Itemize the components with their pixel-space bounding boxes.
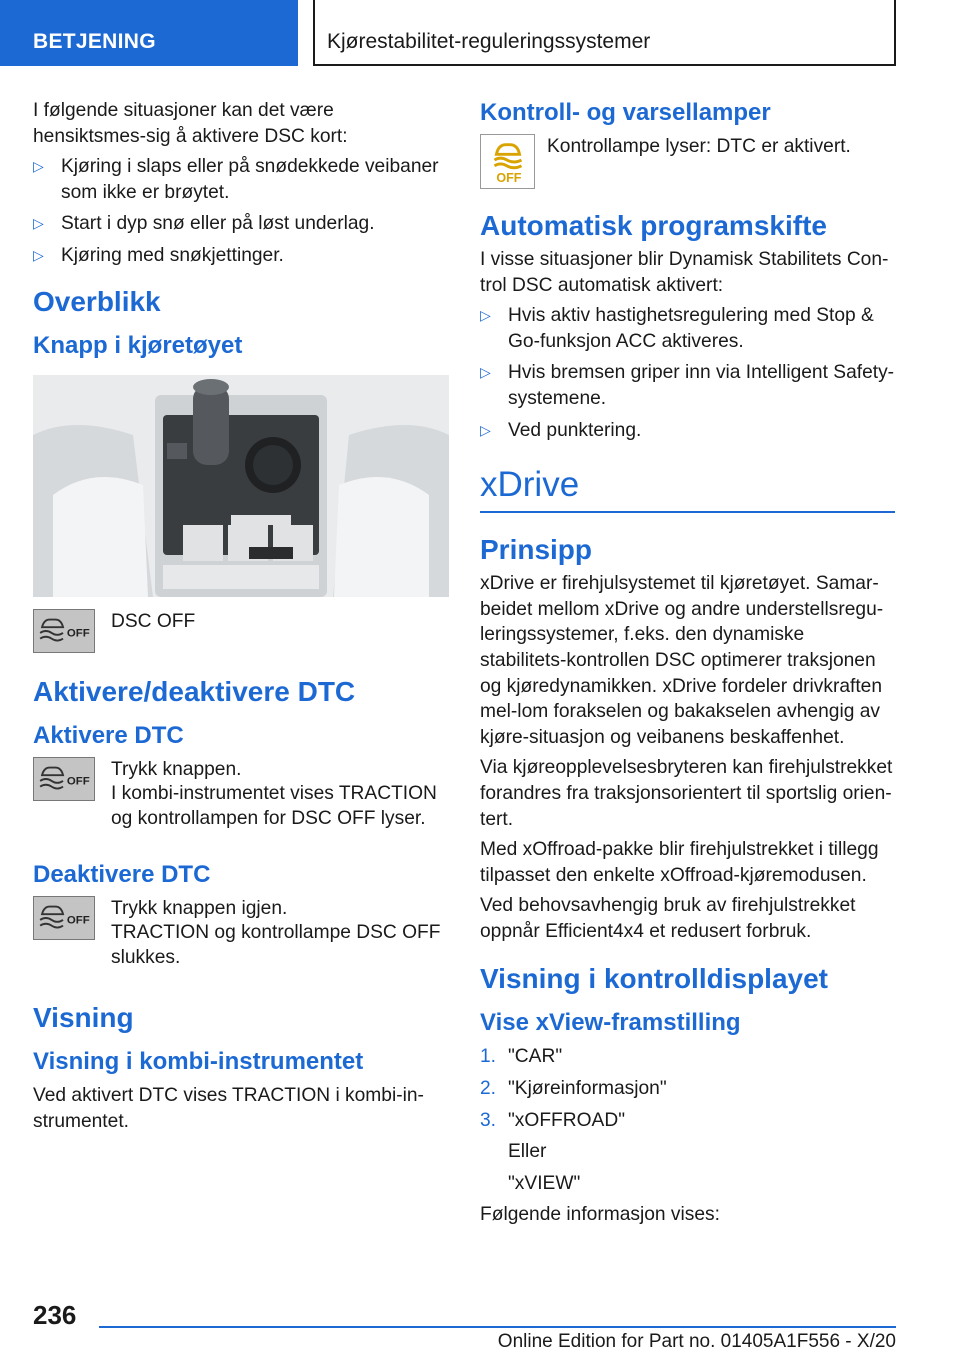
dsc-off-caption: DSC OFF bbox=[111, 610, 196, 632]
step-alt-value: "xVIEW" bbox=[508, 1172, 581, 1194]
heading-kontroll: Kontroll- og varsellamper bbox=[480, 99, 771, 126]
heading-auto: Automatisk programskifte bbox=[480, 210, 827, 241]
deaktivere-step: Trykk knappen igjen. bbox=[111, 897, 288, 919]
situations-list bbox=[33, 154, 449, 268]
heading-knapp: Knapp i kjøretøyet bbox=[33, 331, 243, 359]
dsc-off-icon bbox=[33, 609, 95, 653]
auto-list bbox=[480, 303, 895, 443]
heading-aktivere: Aktivere DTC bbox=[33, 721, 184, 749]
page-number: 236 bbox=[33, 1300, 77, 1330]
svg-text:OFF: OFF bbox=[496, 171, 522, 186]
triangle-bullet-icon: ▷ bbox=[33, 246, 44, 263]
auto-paragraph: I visse situasjoner blir Dynamisk Stabilitets Con-trol DSC automatisk aktivert: bbox=[480, 249, 889, 296]
heading-overblikk: Overblikk bbox=[33, 285, 161, 317]
left-column bbox=[33, 98, 449, 1139]
dtc-warning-lamp-icon bbox=[480, 134, 535, 189]
center-console-photo bbox=[33, 375, 449, 597]
prinsipp-paragraph-3: Med xOffroad-pakke blir firehjulstrekket i tillegg tilpasset den enkelte xOffroad-kjøremodusen. bbox=[480, 839, 879, 886]
step-item: 1. "CAR" bbox=[480, 1046, 563, 1068]
prinsipp-paragraph-2: Via kjøreopplevelsesbryteren kan firehjulstrekket forandres fra traksjonsorientert til sportslig orien-tert. bbox=[480, 757, 893, 830]
list-item: ▷ Hvis aktiv hastighetsregulering med Stop & Go-funksjon ACC aktiveres. bbox=[480, 305, 874, 352]
kontroll-row bbox=[480, 134, 895, 189]
page-header bbox=[0, 0, 960, 66]
steps-list bbox=[480, 1044, 895, 1133]
deaktivere-result: TRACTION og kontrollampe DSC OFF slukkes. bbox=[111, 921, 441, 969]
list-item: ▷ Hvis bremsen griper inn via Intelligent Safety-systemene. bbox=[480, 362, 895, 409]
triangle-bullet-icon: ▷ bbox=[33, 215, 44, 232]
kontroll-paragraph: Kontrollampe lyser: DTC er aktivert. bbox=[547, 136, 851, 157]
list-item: ▷ Start i dyp snø eller på løst underlag. bbox=[33, 211, 449, 237]
right-column bbox=[480, 98, 895, 1233]
prinsipp-paragraph-1: xDrive er firehjulsystemet til kjøretøyet. Samar-beidet mellom xDrive og andre understellsregu-leringssystemer, f.eks. den dynamiske stabilitets-kontrollen DSC optimerer traksjonen og kjøredynamikken. xDrive fordeler drivkraften mel-lom forakselen og bakakselen avhengig av kjøre-situasjon og veibanens beskaffenhet. bbox=[480, 573, 884, 748]
svg-text:OFF: OFF bbox=[66, 775, 90, 788]
triangle-bullet-icon: ▷ bbox=[480, 421, 491, 438]
step-alt-label: Eller bbox=[508, 1141, 547, 1163]
step-item: 2. "Kjøreinformasjon" bbox=[480, 1078, 667, 1100]
heading-visning: Visning bbox=[33, 1001, 134, 1033]
heading-aktivere-deaktivere: Aktivere/deaktivere DTC bbox=[33, 675, 356, 707]
intro-paragraph: I følgende situasjoner kan det være hensiktsmes-sig å aktivere DSC kort: bbox=[33, 100, 348, 147]
dsc-off-row bbox=[33, 609, 449, 653]
center-console-illustration bbox=[33, 375, 449, 597]
heading-prinsipp: Prinsipp bbox=[480, 534, 593, 566]
svg-text:OFF: OFF bbox=[66, 627, 90, 640]
heading-xdrive: xDrive bbox=[480, 463, 895, 513]
triangle-bullet-icon: ▷ bbox=[480, 364, 491, 381]
chapter-title: Kjørestabilitet-reguleringssystemer bbox=[313, 0, 896, 66]
folgende-paragraph: Følgende informasjon vises: bbox=[480, 1204, 720, 1226]
triangle-bullet-icon: ▷ bbox=[33, 158, 44, 175]
aktivere-result: I kombi-instrumentet vises TRACTION og kontrollampen for DSC OFF lyser. bbox=[111, 782, 437, 830]
prinsipp-paragraph-4: Ved behovsavhengig bruk av firehjulstrekket oppnår Efficient4x4 et redusert forbruk. bbox=[480, 895, 856, 942]
svg-text:OFF: OFF bbox=[66, 914, 90, 927]
heading-deaktivere: Deaktivere DTC bbox=[33, 860, 211, 888]
heading-vise-xview: Vise xView-framstilling bbox=[480, 1009, 741, 1037]
step-item: 3. "xOFFROAD" bbox=[480, 1109, 626, 1131]
footer-edition: Online Edition for Part no. 01405A1F556 - X/20 bbox=[99, 1326, 896, 1353]
heading-visning-kombi: Visning i kombi-instrumentet bbox=[33, 1047, 364, 1075]
triangle-bullet-icon: ▷ bbox=[480, 307, 491, 324]
aktivere-step: Trykk knappen. bbox=[111, 758, 242, 780]
list-item: ▷ Kjøring i slaps eller på snødekkede veibaner som ikke er brøytet. bbox=[33, 156, 439, 203]
heading-visning-kontrolldisplay: Visning i kontrolldisplayet bbox=[480, 963, 828, 995]
visning-paragraph: Ved aktivert DTC vises TRACTION i kombi-in-strumentet. bbox=[33, 1084, 424, 1132]
list-item: ▷ Kjøring med snøkjettinger. bbox=[33, 243, 449, 269]
list-item: ▷ Ved punktering. bbox=[480, 418, 895, 444]
section-tab: BETJENING bbox=[0, 0, 298, 66]
